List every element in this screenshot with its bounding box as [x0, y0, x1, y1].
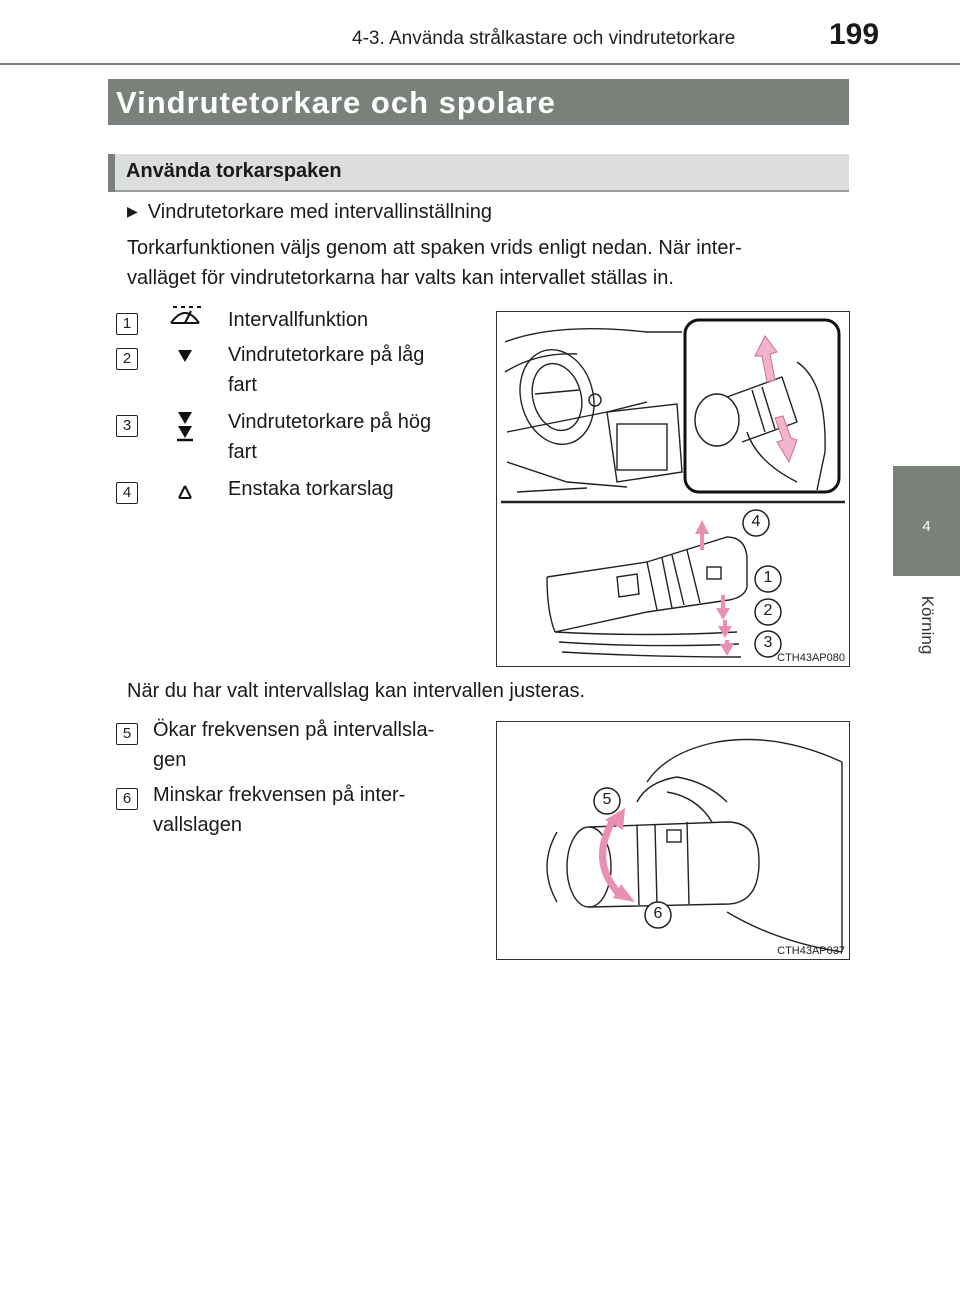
low-speed-arrow-icon	[165, 345, 205, 375]
intro-line-1: Torkarfunktionen väljs genom att spaken vrids enligt nedan. När inter-	[127, 237, 742, 259]
intro-paragraph	[127, 233, 849, 293]
wiper-lever-illustration	[496, 311, 850, 667]
bullet-text: Vindrutetorkare med intervallinställning	[147, 201, 493, 223]
item-3-label-line2: fart	[228, 441, 257, 463]
chapter-header: 4-3. Använda strålkastare och vindrutetorkare	[352, 28, 736, 49]
item-number-3: 3	[116, 415, 138, 437]
item-text-4	[228, 474, 476, 504]
item-6-label-line1: Minskar frekvensen på inter-	[153, 784, 406, 806]
bullet-triangle-icon: ▶	[127, 203, 138, 219]
interval-note: När du har valt intervallslag kan intervallen justeras.	[127, 680, 585, 702]
bullet-heading	[127, 201, 492, 224]
item-text-3	[228, 407, 476, 467]
item-4-label: Enstaka torkarslag	[228, 478, 394, 500]
side-tab-label-wrap	[893, 580, 960, 670]
callout-label-5: 5	[602, 791, 612, 808]
item-number-4: 4	[116, 482, 138, 504]
section-title: Vindrutetorkare och spolare	[116, 85, 556, 120]
item-text-5	[153, 715, 476, 775]
figure-code: CTH43AP037	[777, 945, 845, 957]
side-tab-number: 4	[922, 518, 931, 535]
single-wipe-icon	[165, 478, 205, 508]
item-2-label-line2: fart	[228, 374, 257, 396]
subsection-accent-bar	[108, 154, 115, 192]
intermittent-wiper-icon	[165, 305, 205, 335]
subsection-banner	[108, 154, 849, 192]
item-6-label-line2: vallslagen	[153, 814, 242, 836]
page-number: 199	[829, 18, 880, 51]
callout-label-6: 6	[653, 905, 663, 922]
subsection-title: Använda torkarspaken	[126, 160, 342, 182]
callout-label-1: 1	[763, 569, 773, 586]
item-5-label-line2: gen	[153, 749, 187, 771]
item-text-2	[228, 340, 476, 400]
item-number-2: 2	[116, 348, 138, 370]
callout-label-2: 2	[763, 602, 773, 619]
high-speed-arrow-icon	[165, 410, 205, 440]
intro-line-2: valläget för vindrutetorkarna har valts kan intervallet ställas in.	[127, 267, 674, 289]
callout-label-4: 4	[751, 513, 761, 530]
item-number-6: 6	[116, 788, 138, 810]
figure-code: CTH43AP080	[777, 652, 845, 664]
item-3-label-line1: Vindrutetorkare på hög	[228, 411, 432, 433]
item-text-6	[153, 780, 476, 840]
section-banner	[108, 79, 849, 125]
item-1-label: Intervallfunktion	[228, 309, 369, 331]
item-text-1	[228, 305, 476, 335]
side-tab-label: Körning	[917, 595, 937, 655]
item-5-label-line1: Ökar frekvensen på intervallsla-	[153, 719, 435, 741]
callout-label-3: 3	[763, 634, 773, 651]
item-2-label-line1: Vindrutetorkare på låg	[228, 344, 425, 366]
item-number-5: 5	[116, 723, 138, 745]
interval-adjust-illustration	[496, 721, 850, 960]
header-rule	[0, 63, 960, 65]
item-number-1: 1	[116, 313, 138, 335]
